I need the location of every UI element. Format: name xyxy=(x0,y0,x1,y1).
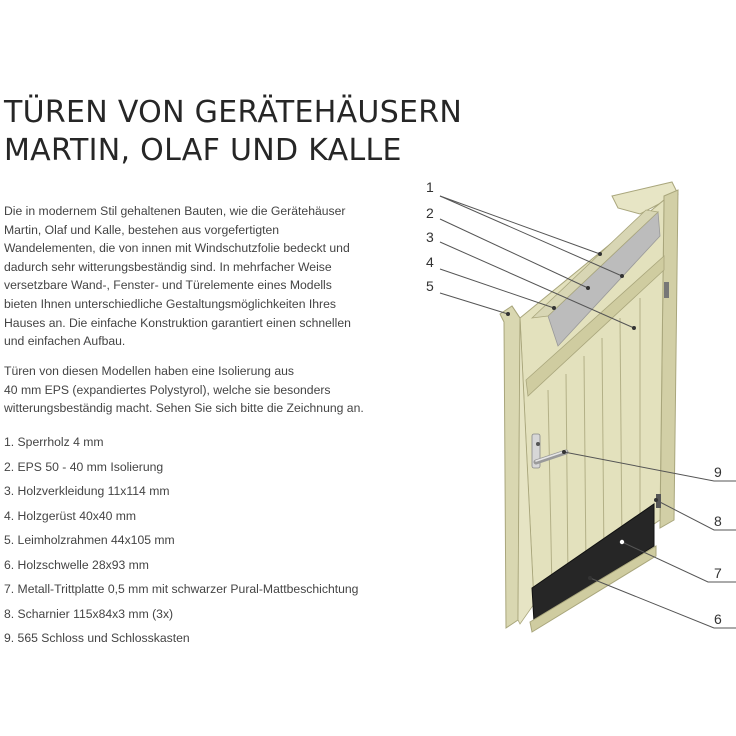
intro-line: Wandelementen, die von innen mit Windschutzfolie bedeckt und xyxy=(4,241,350,256)
intro-line: versetzbare Wand-, Fenster- und Türelemente eines Modells xyxy=(4,278,332,293)
intro-line: und einfachen Aufbau. xyxy=(4,334,126,349)
callout-9: 9 xyxy=(714,464,722,480)
legend-item: 5. Leimholzrahmen 44x105 mm xyxy=(4,533,175,547)
legend-item: 8. Scharnier 115x84x3 mm (3x) xyxy=(4,606,174,621)
leader-dot-7 xyxy=(620,540,624,544)
intro-line: Die in modernem Stil gehaltenen Bauten, wie die Gerätehäuser xyxy=(4,204,346,218)
intro-line: Martin, Olaf und Kalle, bestehen aus vorgefertigten xyxy=(4,222,280,237)
legend-item: 3. Holzverkleidung 11x114 mm xyxy=(4,484,170,498)
glued-frame-post xyxy=(500,306,520,628)
title-line-2: MARTIN, OLAF UND KALLE xyxy=(4,133,402,168)
callout-8: 8 xyxy=(714,513,722,529)
legend-item: 2. EPS 50 - 40 mm Isolierung xyxy=(4,459,164,474)
leader-line-4 xyxy=(440,269,554,308)
leader-line-5 xyxy=(440,293,508,314)
keyhole xyxy=(536,442,540,446)
callout-4: 4 xyxy=(426,254,434,270)
intro-line: Hauses an. Die einfache Konstruktion garantiert einen schnellen xyxy=(4,315,351,330)
intro-line: bieten Ihnen unterschiedliche Gestaltungsmöglichkeiten Ihres xyxy=(4,296,336,311)
title-line-1: TÜREN VON GERÄTEHÄUSERN xyxy=(4,95,463,130)
hinge xyxy=(664,282,669,298)
intro-line: Türen von diesen Modellen haben eine Isolierung aus xyxy=(4,364,294,378)
callout-6: 6 xyxy=(714,611,722,627)
intro-line: witterungsbeständig macht. Sehen Sie sich bitte die Zeichnung an. xyxy=(4,401,364,416)
legend-item: 4. Holzgerüst 40x40 mm xyxy=(4,508,137,523)
legend-item: 1. Sperrholz 4 mm xyxy=(4,435,104,449)
legend-item: 9. 565 Schloss und Schlosskasten xyxy=(4,631,190,645)
callout-1: 1 xyxy=(426,179,434,195)
intro-line: dadurch sehr witterungsbeständig sind. In mehrfacher Weise xyxy=(4,259,332,274)
callout-2: 2 xyxy=(426,205,434,221)
callout-7: 7 xyxy=(714,565,722,581)
leader-line-1b xyxy=(440,196,622,276)
legend-item: 7. Metall-Trittplatte 0,5 mm mit schwarzer Pural-Mattbeschichtung xyxy=(4,582,359,596)
callout-5: 5 xyxy=(426,278,434,294)
intro-line: 40 mm EPS (expandiertes Polystyrol), welche sie besonders xyxy=(4,382,331,397)
callout-3: 3 xyxy=(426,229,434,245)
legend-item: 6. Holzschwelle 28x93 mm xyxy=(4,557,149,572)
leader-line-1 xyxy=(440,196,600,254)
leader-line-2 xyxy=(440,219,588,288)
